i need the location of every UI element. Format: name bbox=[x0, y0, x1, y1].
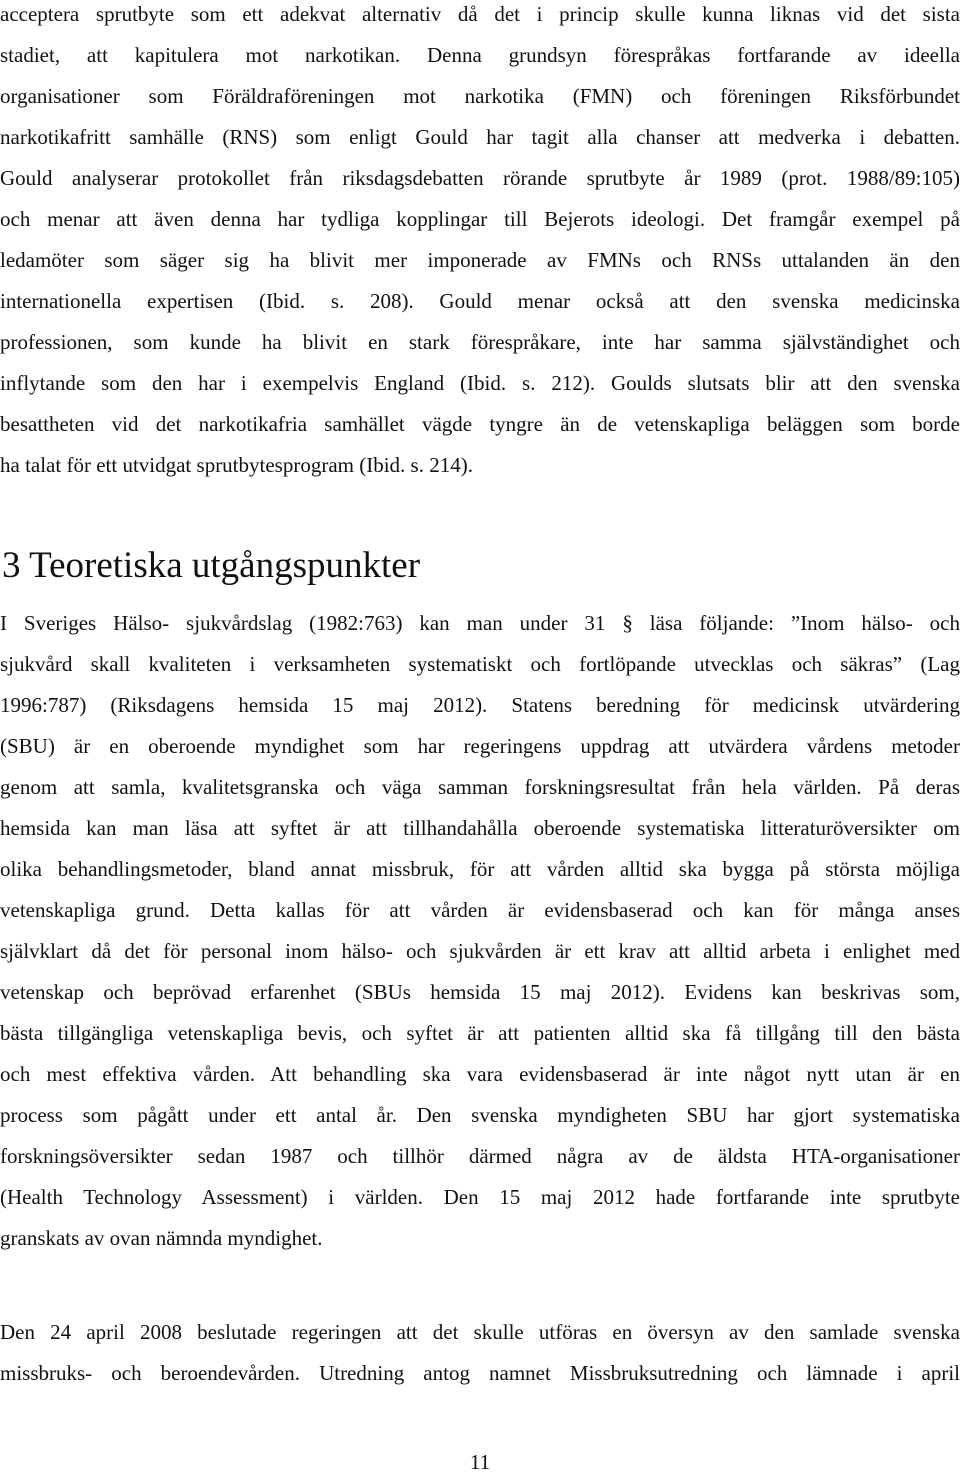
text-line: I Sveriges Hälso- sjukvårdslag (1982:763) kan man under 31 § läsa följande: ”Inom hälso- och bbox=[0, 611, 960, 635]
text-line: granskats av ovan nämnda myndighet. bbox=[0, 1226, 323, 1250]
text-line: självklart då det för personal inom hälso- och sjukvården är ett krav att alltid arbeta i enlighet med bbox=[0, 939, 960, 963]
page-number: 11 bbox=[469, 1450, 491, 1474]
text-line: narkotikafritt samhälle (RNS) som enligt Gould har tagit alla chanser att medverka i debatten. bbox=[0, 125, 960, 149]
paragraph-theoretical-framework bbox=[0, 603, 960, 1259]
text-line: Gould analyserar protokollet från riksdagsdebatten rörande sprutbyte år 1989 (prot. 1988/89:105) bbox=[0, 166, 960, 190]
text-line: ledamöter som säger sig ha blivit mer imponerade av FMNs och RNSs uttalanden än den bbox=[0, 248, 960, 272]
text-line: forskningsöversikter sedan 1987 och tillhör därmed några av de äldsta HTA-organisationer bbox=[0, 1144, 960, 1168]
text-line: bästa tillgängliga vetenskapliga bevis, och syftet är att patienten alltid ska få tillgång till den bästa bbox=[0, 1021, 960, 1045]
text-line: internationella expertisen (Ibid. s. 208). Gould menar också att den svenska medicinska bbox=[0, 289, 960, 313]
text-line: acceptera sprutbyte som ett adekvat alternativ då det i princip skulle kunna liknas vid det sista bbox=[0, 2, 960, 26]
text-line: besattheten vid det narkotikafria samhället vägde tyngre än de vetenskapliga beläggen som borde bbox=[0, 412, 960, 436]
paragraph-sprutbyte-debate bbox=[0, 0, 960, 486]
text-line: och menar att även denna har tydliga kopplingar till Bejerots ideologi. Det framgår exempel på bbox=[0, 207, 960, 231]
text-line: inflytande som den har i exempelvis England (Ibid. s. 212). Goulds slutsats blir att den svenska bbox=[0, 371, 960, 395]
text-line: sjukvård skall kvaliteten i verksamheten systematiskt och fortlöpande utvecklas och säkras” (Lag bbox=[0, 652, 960, 676]
text-line: professionen, som kunde ha blivit en stark förespråkare, inte har samma självständighet och bbox=[0, 330, 960, 354]
text-line: missbruks- och beroendevården. Utredning antog namnet Missbruksutredning och lämnade i april bbox=[0, 1361, 960, 1385]
section-heading: 3 Teoretiska utgångspunkter bbox=[2, 545, 421, 586]
text-line: vetenskap och beprövad erfarenhet (SBUs hemsida 15 maj 2012). Evidens kan beskrivas som, bbox=[0, 980, 960, 1004]
text-line: organisationer som Föräldraföreningen mot narkotika (FMN) och föreningen Riksförbundet bbox=[0, 84, 960, 108]
text-line: process som pågått under ett antal år. Den svenska myndigheten SBU har gjort systematiska bbox=[0, 1103, 960, 1127]
text-line: (SBU) är en oberoende myndighet som har regeringens uppdrag att utvärdera vårdens metoder bbox=[0, 734, 960, 758]
text-line: (Health Technology Assessment) i världen. Den 15 maj 2012 hade fortfarande inte sprutbyte bbox=[0, 1185, 960, 1209]
text-line: olika behandlingsmetoder, bland annat missbruk, för att vården alltid ska bygga på största möjliga bbox=[0, 857, 960, 881]
text-line: och mest effektiva vården. Att behandling ska vara evidensbaserad är inte något nytt utan är en bbox=[0, 1062, 960, 1086]
text-line: hemsida kan man läsa att syftet är att tillhandahålla oberoende systematiska litteraturöversikter om bbox=[0, 816, 960, 840]
text-line: vetenskapliga grund. Detta kallas för att vården är evidensbaserad och kan för många anses bbox=[0, 898, 960, 922]
text-line: Den 24 april 2008 beslutade regeringen att det skulle utföras en översyn av den samlade svenska bbox=[0, 1320, 960, 1344]
text-line: 1996:787) (Riksdagens hemsida 15 maj 2012). Statens beredning för medicinsk utvärdering bbox=[0, 693, 960, 717]
text-line: stadiet, att kapitulera mot narkotikan. Denna grundsyn förespråkas fortfarande av ideella bbox=[0, 43, 960, 67]
text-line: ha talat för ett utvidgat sprutbytesprogram (Ibid. s. 214). bbox=[0, 453, 473, 477]
text-line: genom att samla, kvalitetsgranska och väga samman forskningsresultat från hela världen. På deras bbox=[0, 775, 960, 799]
paragraph-missbruksutredning bbox=[0, 1312, 960, 1394]
